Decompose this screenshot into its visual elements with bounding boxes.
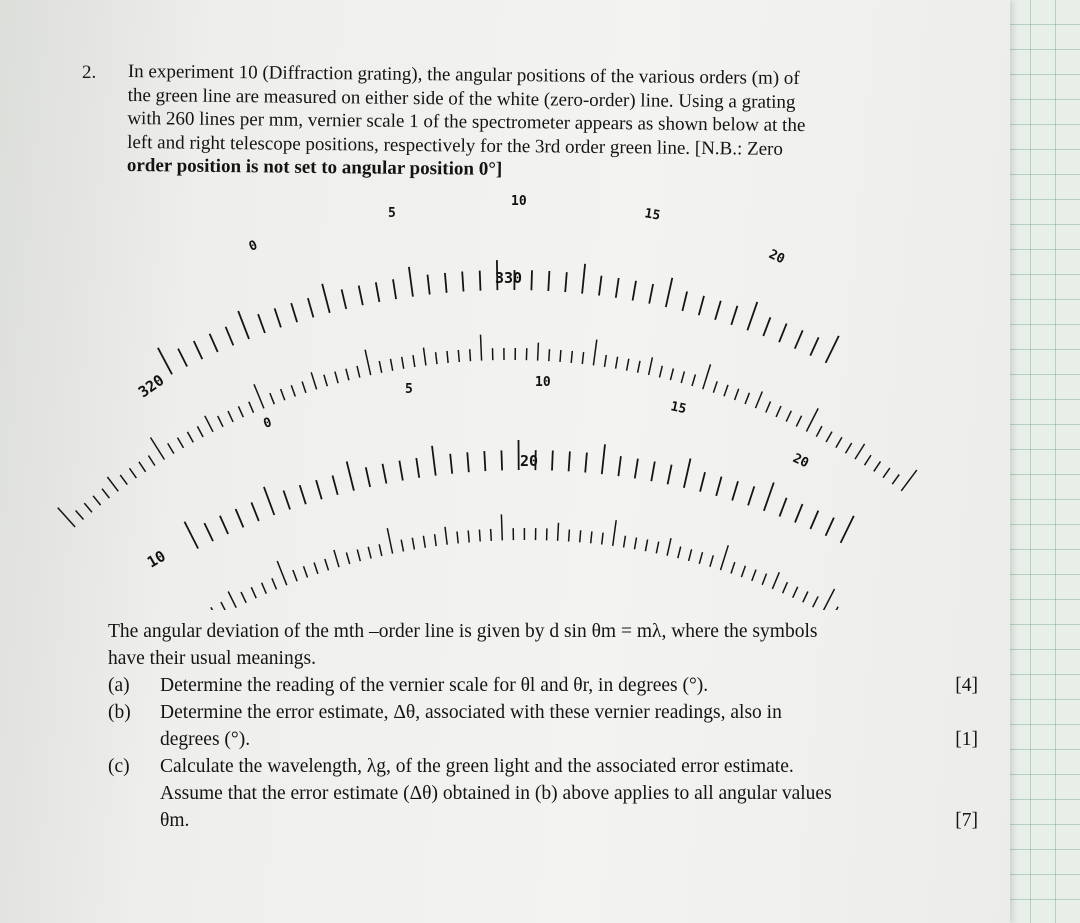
upper-vernier-label-20: 20 xyxy=(766,247,787,268)
upper-main-tick-74 xyxy=(846,443,852,453)
lower-vernier-tick-8 xyxy=(316,480,322,499)
lower-main-tick-55 xyxy=(667,538,671,556)
lower-vernier-tick-10 xyxy=(347,462,354,491)
lower-vernier-tick-22 xyxy=(552,451,553,471)
lower-vernier-tick-29 xyxy=(668,465,672,485)
upper-main-tick-75 xyxy=(855,444,865,459)
upper-main-tick-19 xyxy=(249,402,254,413)
upper-main-tick-69 xyxy=(796,416,801,427)
lower-vernier-tick-35 xyxy=(764,483,774,511)
lower-vernier-tick-7 xyxy=(300,485,306,504)
lower-main-tick-36 xyxy=(457,532,458,544)
lower-main-tick-71 xyxy=(832,607,838,610)
lower-vernier-tick-39 xyxy=(826,518,834,536)
lower-vernier-tick-23 xyxy=(569,451,570,471)
lower-vernier-tick-37 xyxy=(795,504,803,523)
upper-vernier-tick-23 xyxy=(548,271,549,291)
lower-main-tick-54 xyxy=(656,542,658,554)
upper-main-tick-46 xyxy=(549,349,550,361)
lower-vernier-tick-40 xyxy=(841,516,854,543)
upper-main-tick-1 xyxy=(76,511,84,520)
lower-main-tick-63 xyxy=(752,570,756,581)
upper-main-tick-31 xyxy=(379,361,381,373)
upper-main-tick-0 xyxy=(58,508,75,527)
lower-main-tick-23 xyxy=(314,563,318,574)
lower-main-label-20: 20 xyxy=(520,452,539,470)
upper-main-tick-47 xyxy=(560,350,561,362)
lower-vernier-label-0: 0 xyxy=(261,415,274,432)
upper-vernier-tick-5 xyxy=(238,311,249,339)
lower-vernier-tick-3 xyxy=(236,509,244,527)
lower-vernier-tick-2 xyxy=(220,516,228,534)
lower-vernier-tick-9 xyxy=(333,476,338,495)
lower-main-tick-40 xyxy=(501,514,502,540)
lower-main-tick-28 xyxy=(368,547,371,559)
upper-main-tick-60 xyxy=(703,364,711,389)
upper-main-tick-56 xyxy=(660,366,663,378)
part-c-label: (c) xyxy=(108,756,130,777)
upper-vernier-tick-9 xyxy=(308,298,314,317)
upper-main-tick-9 xyxy=(148,456,155,466)
part-b-marks: [1] xyxy=(955,729,978,750)
lower-main-tick-58 xyxy=(699,552,702,564)
upper-vernier-tick-3 xyxy=(210,334,218,352)
part-c-text-2: Assume that the error estimate (Δθ) obtained in (b) above applies to all angular values xyxy=(160,783,832,804)
part-c-cont-2 xyxy=(108,807,978,834)
lower-vernier-label-15: 15 xyxy=(669,399,688,418)
lower-vernier-tick-1 xyxy=(204,523,213,541)
upper-main-label-330: 330 xyxy=(495,269,523,287)
upper-main-tick-70 xyxy=(806,408,818,431)
lower-main-tick-20 xyxy=(277,561,287,585)
upper-vernier-tick-36 xyxy=(763,317,770,336)
lower-main-tick-59 xyxy=(710,555,713,567)
part-a-text: Determine the reading of the vernier scale for θl and θr, in degrees (°). xyxy=(160,675,709,696)
upper-main-tick-28 xyxy=(346,369,349,381)
upper-main-tick-21 xyxy=(270,393,274,404)
upper-main-tick-11 xyxy=(168,443,174,453)
question-number: 2. xyxy=(82,62,97,83)
lower-main-tick-18 xyxy=(262,583,267,594)
part-c-marks: [7] xyxy=(955,810,978,831)
lower-main-tick-69 xyxy=(813,596,818,607)
lower-main-tick-31 xyxy=(401,540,403,552)
upper-main-tick-52 xyxy=(616,357,618,369)
upper-main-tick-23 xyxy=(291,385,295,396)
upper-vernier-label-5: 5 xyxy=(388,206,396,221)
upper-main-tick-51 xyxy=(605,355,607,367)
upper-vernier-tick-2 xyxy=(194,341,203,359)
upper-main-tick-76 xyxy=(865,455,872,465)
lower-main-tick-56 xyxy=(678,547,681,559)
intro-line-3: with 260 lines per mm, vernier scale 1 of the spectrometer appears as shown below at the xyxy=(127,107,806,137)
upper-vernier-tick-12 xyxy=(359,286,363,306)
upper-main-tick-80 xyxy=(901,470,917,491)
upper-main-tick-18 xyxy=(238,406,243,417)
lower-vernier-tick-24 xyxy=(585,453,587,473)
lower-main-tick-19 xyxy=(272,578,277,589)
upper-vernier-tick-14 xyxy=(393,279,396,299)
lower-vernier-tick-30 xyxy=(684,459,691,488)
lower-main-tick-26 xyxy=(346,553,349,565)
upper-main-tick-67 xyxy=(776,406,781,417)
lower-vernier-label-5: 5 xyxy=(405,382,413,397)
upper-main-tick-30 xyxy=(365,350,371,375)
upper-vernier-tick-34 xyxy=(731,306,737,325)
lower-vernier-tick-15 xyxy=(432,446,436,476)
lower-main-tick-48 xyxy=(591,531,592,543)
lower-main-tick-32 xyxy=(412,538,414,550)
upper-vernier-label-15: 15 xyxy=(643,206,662,224)
lower-vernier-label-20: 20 xyxy=(790,451,811,472)
upper-main-tick-49 xyxy=(582,352,583,364)
upper-main-tick-13 xyxy=(187,432,193,443)
upper-main-tick-12 xyxy=(178,438,184,448)
part-c-text-3: θm. xyxy=(160,810,190,831)
upper-main-tick-71 xyxy=(816,426,822,437)
lower-main-tick-13 xyxy=(211,607,217,610)
upper-main-tick-64 xyxy=(745,393,749,404)
lower-main-tick-53 xyxy=(645,540,647,552)
upper-main-tick-4 xyxy=(102,489,109,498)
upper-vernier-tick-6 xyxy=(258,314,265,333)
upper-main-tick-15 xyxy=(205,416,213,432)
upper-main-tick-37 xyxy=(447,351,448,363)
upper-main-tick-36 xyxy=(436,352,437,364)
upper-main-tick-26 xyxy=(324,375,327,387)
upper-vernier-tick-4 xyxy=(226,327,234,346)
upper-main-tick-39 xyxy=(470,349,471,361)
lower-main-tick-30 xyxy=(387,528,392,553)
lower-vernier-tick-6 xyxy=(284,491,291,510)
lower-main-tick-46 xyxy=(569,530,570,542)
upper-vernier-label-0: 0 xyxy=(246,237,260,255)
upper-main-tick-45 xyxy=(538,343,539,361)
upper-main-tick-8 xyxy=(139,462,146,472)
lower-main-tick-64 xyxy=(762,574,766,585)
upper-vernier-tick-7 xyxy=(275,308,281,327)
lower-main-tick-45 xyxy=(558,523,559,541)
part-a-label: (a) xyxy=(108,675,130,696)
upper-main-tick-34 xyxy=(413,355,415,367)
upper-main-tick-79 xyxy=(892,475,899,485)
upper-main-tick-55 xyxy=(649,357,653,375)
lower-vernier-tick-34 xyxy=(748,486,754,505)
upper-main-tick-7 xyxy=(130,468,137,478)
lower-main-tick-14 xyxy=(221,602,227,610)
upper-vernier-tick-33 xyxy=(715,301,721,320)
upper-vernier-tick-40 xyxy=(826,336,839,363)
upper-main-label-320: 320 xyxy=(134,370,168,402)
upper-main-tick-62 xyxy=(724,385,728,396)
part-b-label: (b) xyxy=(108,702,131,723)
lower-main-tick-39 xyxy=(491,529,492,541)
upper-vernier-tick-22 xyxy=(531,270,532,290)
lower-vernier-tick-25 xyxy=(602,444,605,474)
upper-vernier-tick-16 xyxy=(428,275,430,295)
part-b-cont xyxy=(108,726,978,753)
lower-vernier-tick-16 xyxy=(450,454,452,474)
lower-vernier-tick-26 xyxy=(618,456,621,476)
lower-vernier-tick-32 xyxy=(716,477,721,496)
upper-vernier-tick-31 xyxy=(682,292,687,311)
lower-main-tick-61 xyxy=(731,562,735,573)
upper-vernier-tick-17 xyxy=(445,273,447,293)
lower-main-tick-35 xyxy=(445,527,447,545)
lower-vernier-tick-0 xyxy=(185,522,199,549)
lower-main-tick-67 xyxy=(793,587,798,598)
lower-main-tick-17 xyxy=(251,587,256,598)
upper-vernier-tick-37 xyxy=(779,324,787,343)
lower-vernier-tick-17 xyxy=(467,452,469,472)
upper-main-tick-38 xyxy=(458,350,459,362)
lower-vernier-tick-33 xyxy=(732,481,738,500)
lower-vernier-tick-11 xyxy=(366,467,370,487)
lower-vernier-tick-12 xyxy=(383,464,387,484)
part-b xyxy=(108,699,978,726)
lower-main-tick-27 xyxy=(357,550,360,562)
upper-main-tick-29 xyxy=(357,366,360,378)
upper-main-tick-5 xyxy=(107,477,118,491)
lower-vernier-tick-28 xyxy=(651,462,655,482)
upper-vernier-tick-29 xyxy=(649,284,653,304)
lower-main-label-10: 10 xyxy=(144,546,169,572)
lower-main-tick-34 xyxy=(435,534,437,546)
upper-main-tick-2 xyxy=(84,503,92,512)
lower-vernier-tick-36 xyxy=(780,498,787,517)
upper-main-tick-54 xyxy=(638,361,640,373)
lower-main-tick-52 xyxy=(635,538,637,550)
upper-main-tick-72 xyxy=(826,432,832,442)
upper-main-tick-77 xyxy=(874,461,881,471)
lower-vernier-tick-31 xyxy=(700,472,705,491)
upper-main-tick-6 xyxy=(120,475,127,485)
lower-main-tick-70 xyxy=(823,589,835,610)
intro-line-5: order position is not set to angular position 0°] xyxy=(126,154,503,180)
lower-main-tick-29 xyxy=(379,544,382,556)
upper-vernier-tick-38 xyxy=(795,330,803,348)
part-a xyxy=(108,672,978,699)
upper-vernier-tick-26 xyxy=(599,276,602,296)
upper-main-tick-59 xyxy=(692,375,695,387)
lower-main-tick-51 xyxy=(624,536,626,548)
upper-vernier-tick-1 xyxy=(178,349,187,367)
lower-vernier-tick-18 xyxy=(484,451,485,471)
upper-main-tick-40 xyxy=(481,335,482,361)
part-c-cont-1 xyxy=(108,780,978,807)
lower-main-tick-25 xyxy=(334,550,339,567)
upper-vernier-tick-0 xyxy=(158,348,172,375)
lower-vernier-tick-27 xyxy=(635,459,638,479)
lower-vernier-tick-14 xyxy=(416,458,419,478)
upper-main-tick-32 xyxy=(391,359,393,371)
upper-main-tick-27 xyxy=(335,372,338,384)
lower-main-tick-22 xyxy=(304,566,308,577)
upper-vernier-tick-25 xyxy=(582,264,585,294)
upper-vernier-tick-35 xyxy=(747,302,757,330)
upper-vernier-tick-39 xyxy=(810,337,818,355)
part-a-marks: [4] xyxy=(955,675,978,696)
upper-main-tick-68 xyxy=(786,411,791,422)
intro-line-2: the green line are measured on either side of the white (zero-order) line. Using a grating xyxy=(127,84,796,113)
lower-main-tick-37 xyxy=(468,530,469,542)
lower-main-tick-65 xyxy=(772,572,779,589)
upper-main-tick-24 xyxy=(302,382,306,393)
upper-main-tick-48 xyxy=(571,351,572,363)
upper-vernier-tick-30 xyxy=(666,278,673,307)
lower-vernier-tick-38 xyxy=(810,511,818,529)
lower-main-tick-60 xyxy=(721,545,729,570)
lower-main-tick-50 xyxy=(613,520,617,546)
lower-main-tick-15 xyxy=(228,592,236,608)
upper-main-tick-61 xyxy=(713,381,717,392)
lower-main-tick-68 xyxy=(803,592,808,603)
upper-vernier-tick-27 xyxy=(616,278,619,298)
upper-main-tick-73 xyxy=(836,437,842,447)
part-c xyxy=(108,753,978,780)
upper-main-tick-25 xyxy=(311,372,316,389)
lower-main-tick-47 xyxy=(580,530,581,542)
part-b-text-2: degrees (°). xyxy=(160,729,251,750)
upper-vernier-tick-28 xyxy=(633,281,636,301)
upper-main-tick-66 xyxy=(766,401,771,412)
part-b-text-1: Determine the error estimate, Δθ, associated with these vernier readings, also in xyxy=(160,702,782,723)
lower-main-tick-16 xyxy=(241,592,246,603)
upper-main-tick-78 xyxy=(883,468,890,478)
meaning-line: have their usual meanings. xyxy=(108,648,316,669)
lower-main-tick-66 xyxy=(783,582,788,593)
question-body xyxy=(108,618,978,834)
upper-main-tick-35 xyxy=(424,348,426,366)
upper-vernier-tick-32 xyxy=(699,296,704,315)
upper-vernier-label-10: 10 xyxy=(511,194,527,209)
upper-main-tick-14 xyxy=(197,426,203,437)
lower-vernier-tick-13 xyxy=(399,461,402,481)
upper-main-tick-33 xyxy=(402,357,404,369)
lower-main-tick-24 xyxy=(325,559,329,570)
upper-vernier-tick-15 xyxy=(409,267,413,297)
upper-main-tick-3 xyxy=(93,496,101,505)
intro-line-1: In experiment 10 (Diffraction grating), the angular positions of the various orders (m) of xyxy=(127,60,800,90)
lower-vernier-label-10: 10 xyxy=(535,375,551,390)
upper-main-tick-20 xyxy=(254,384,264,408)
lower-main-tick-38 xyxy=(479,530,480,542)
lower-main-scale-ticks xyxy=(82,514,932,610)
grid-paper-background xyxy=(1005,0,1080,923)
upper-vernier-tick-24 xyxy=(565,272,567,292)
lower-main-tick-62 xyxy=(741,566,745,577)
lower-main-tick-33 xyxy=(423,536,425,548)
upper-main-tick-17 xyxy=(228,411,233,422)
part-c-text-1: Calculate the wavelength, λg, of the green light and the associated error estimate. xyxy=(160,756,794,777)
lower-vernier-tick-4 xyxy=(251,502,258,521)
upper-vernier-tick-19 xyxy=(480,271,481,291)
upper-main-tick-16 xyxy=(218,416,223,427)
equation-line: The angular deviation of the mth –order line is given by d sin θm = mλ, where the symbols xyxy=(108,621,818,642)
lower-main-tick-49 xyxy=(602,533,603,545)
intro-line-4: left and right telescope positions, respectively for the 3rd order green line. [N.B.: Zero xyxy=(127,131,784,160)
upper-main-tick-58 xyxy=(681,371,684,383)
upper-main-tick-63 xyxy=(735,389,739,400)
lower-vernier-tick-19 xyxy=(501,450,502,470)
upper-main-tick-50 xyxy=(593,340,596,366)
upper-vernier-tick-13 xyxy=(376,282,380,302)
upper-vernier-tick-11 xyxy=(342,289,347,309)
lower-vernier-tick-5 xyxy=(264,487,274,515)
upper-vernier-tick-10 xyxy=(322,284,330,313)
lower-main-tick-57 xyxy=(689,549,692,561)
upper-main-tick-57 xyxy=(670,369,673,381)
upper-main-tick-10 xyxy=(151,438,165,460)
upper-vernier-tick-8 xyxy=(291,303,297,322)
upper-vernier-tick-18 xyxy=(462,272,463,292)
upper-main-tick-53 xyxy=(627,359,629,371)
upper-main-tick-65 xyxy=(756,392,763,409)
lower-main-tick-21 xyxy=(293,570,297,581)
upper-main-tick-22 xyxy=(281,389,285,400)
